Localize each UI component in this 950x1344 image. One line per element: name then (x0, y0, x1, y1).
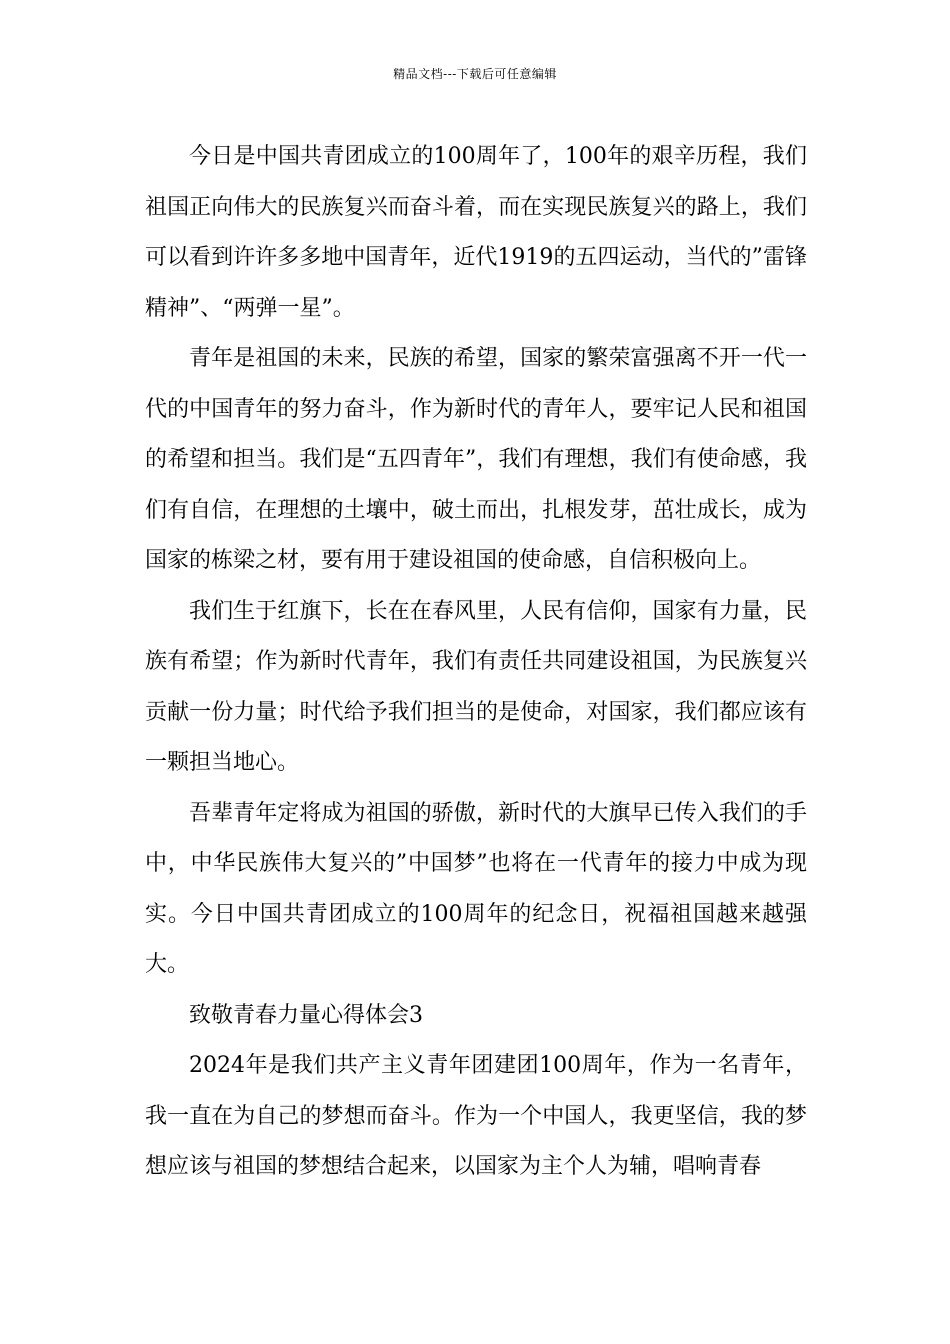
paragraph-5: 2024年是我们共产主义青年团建团100周年，作为一名青年，我一直在为自己的梦想而奋斗。作为一个中国人，我更坚信，我的梦想应该与祖国的梦想结合起来，以国家为主个人为辅，唱响青春 (145, 1053, 807, 1179)
page-header: 精品文档---下载后可任意编辑 (393, 67, 557, 81)
paragraph-1: 今日是中国共青团成立的100周年了，100年的艰辛历程，我们祖国正向伟大的民族复兴而奋斗着，而在实现民族复兴的路上，我们可以看到许许多多地中国青年，近代1919的五四运动，当代的”雷锋精神”、“两弹一星”。 (145, 144, 807, 321)
document-body (145, 132, 807, 1193)
paragraph-3: 我们生于红旗下，长在在春风里，人民有信仰，国家有力量，民族有希望；作为新时代青年，我们有责任共同建设祖国，为民族复兴贡献一份力量；时代给予我们担当的是使命，对国家，我们都应该有一颗担当地心。 (145, 598, 807, 775)
paragraph-4: 吾辈青年定将成为祖国的骄傲，新时代的大旗早已传入我们的手中，中华民族伟大复兴的”中国梦”也将在一代青年的接力中成为现实。今日中国共青团成立的100周年的纪念日，祝福祖国越来越强大。 (145, 800, 807, 977)
paragraph-2: 青年是祖国的未来，民族的希望，国家的繁荣富强离不开一代一代的中国青年的努力奋斗，作为新时代的青年人，要牢记人民和祖国的希望和担当。我们是“五四青年”，我们有理想，我们有使命感，我们有自信，在理想的土壤中，破土而出，扎根发芽，茁壮成长，成为国家的栋梁之材，要有用于建设祖国的使命感，自信积极向上。 (145, 346, 807, 573)
section-heading: 致敬青春力量心得体会3 (189, 1002, 423, 1028)
